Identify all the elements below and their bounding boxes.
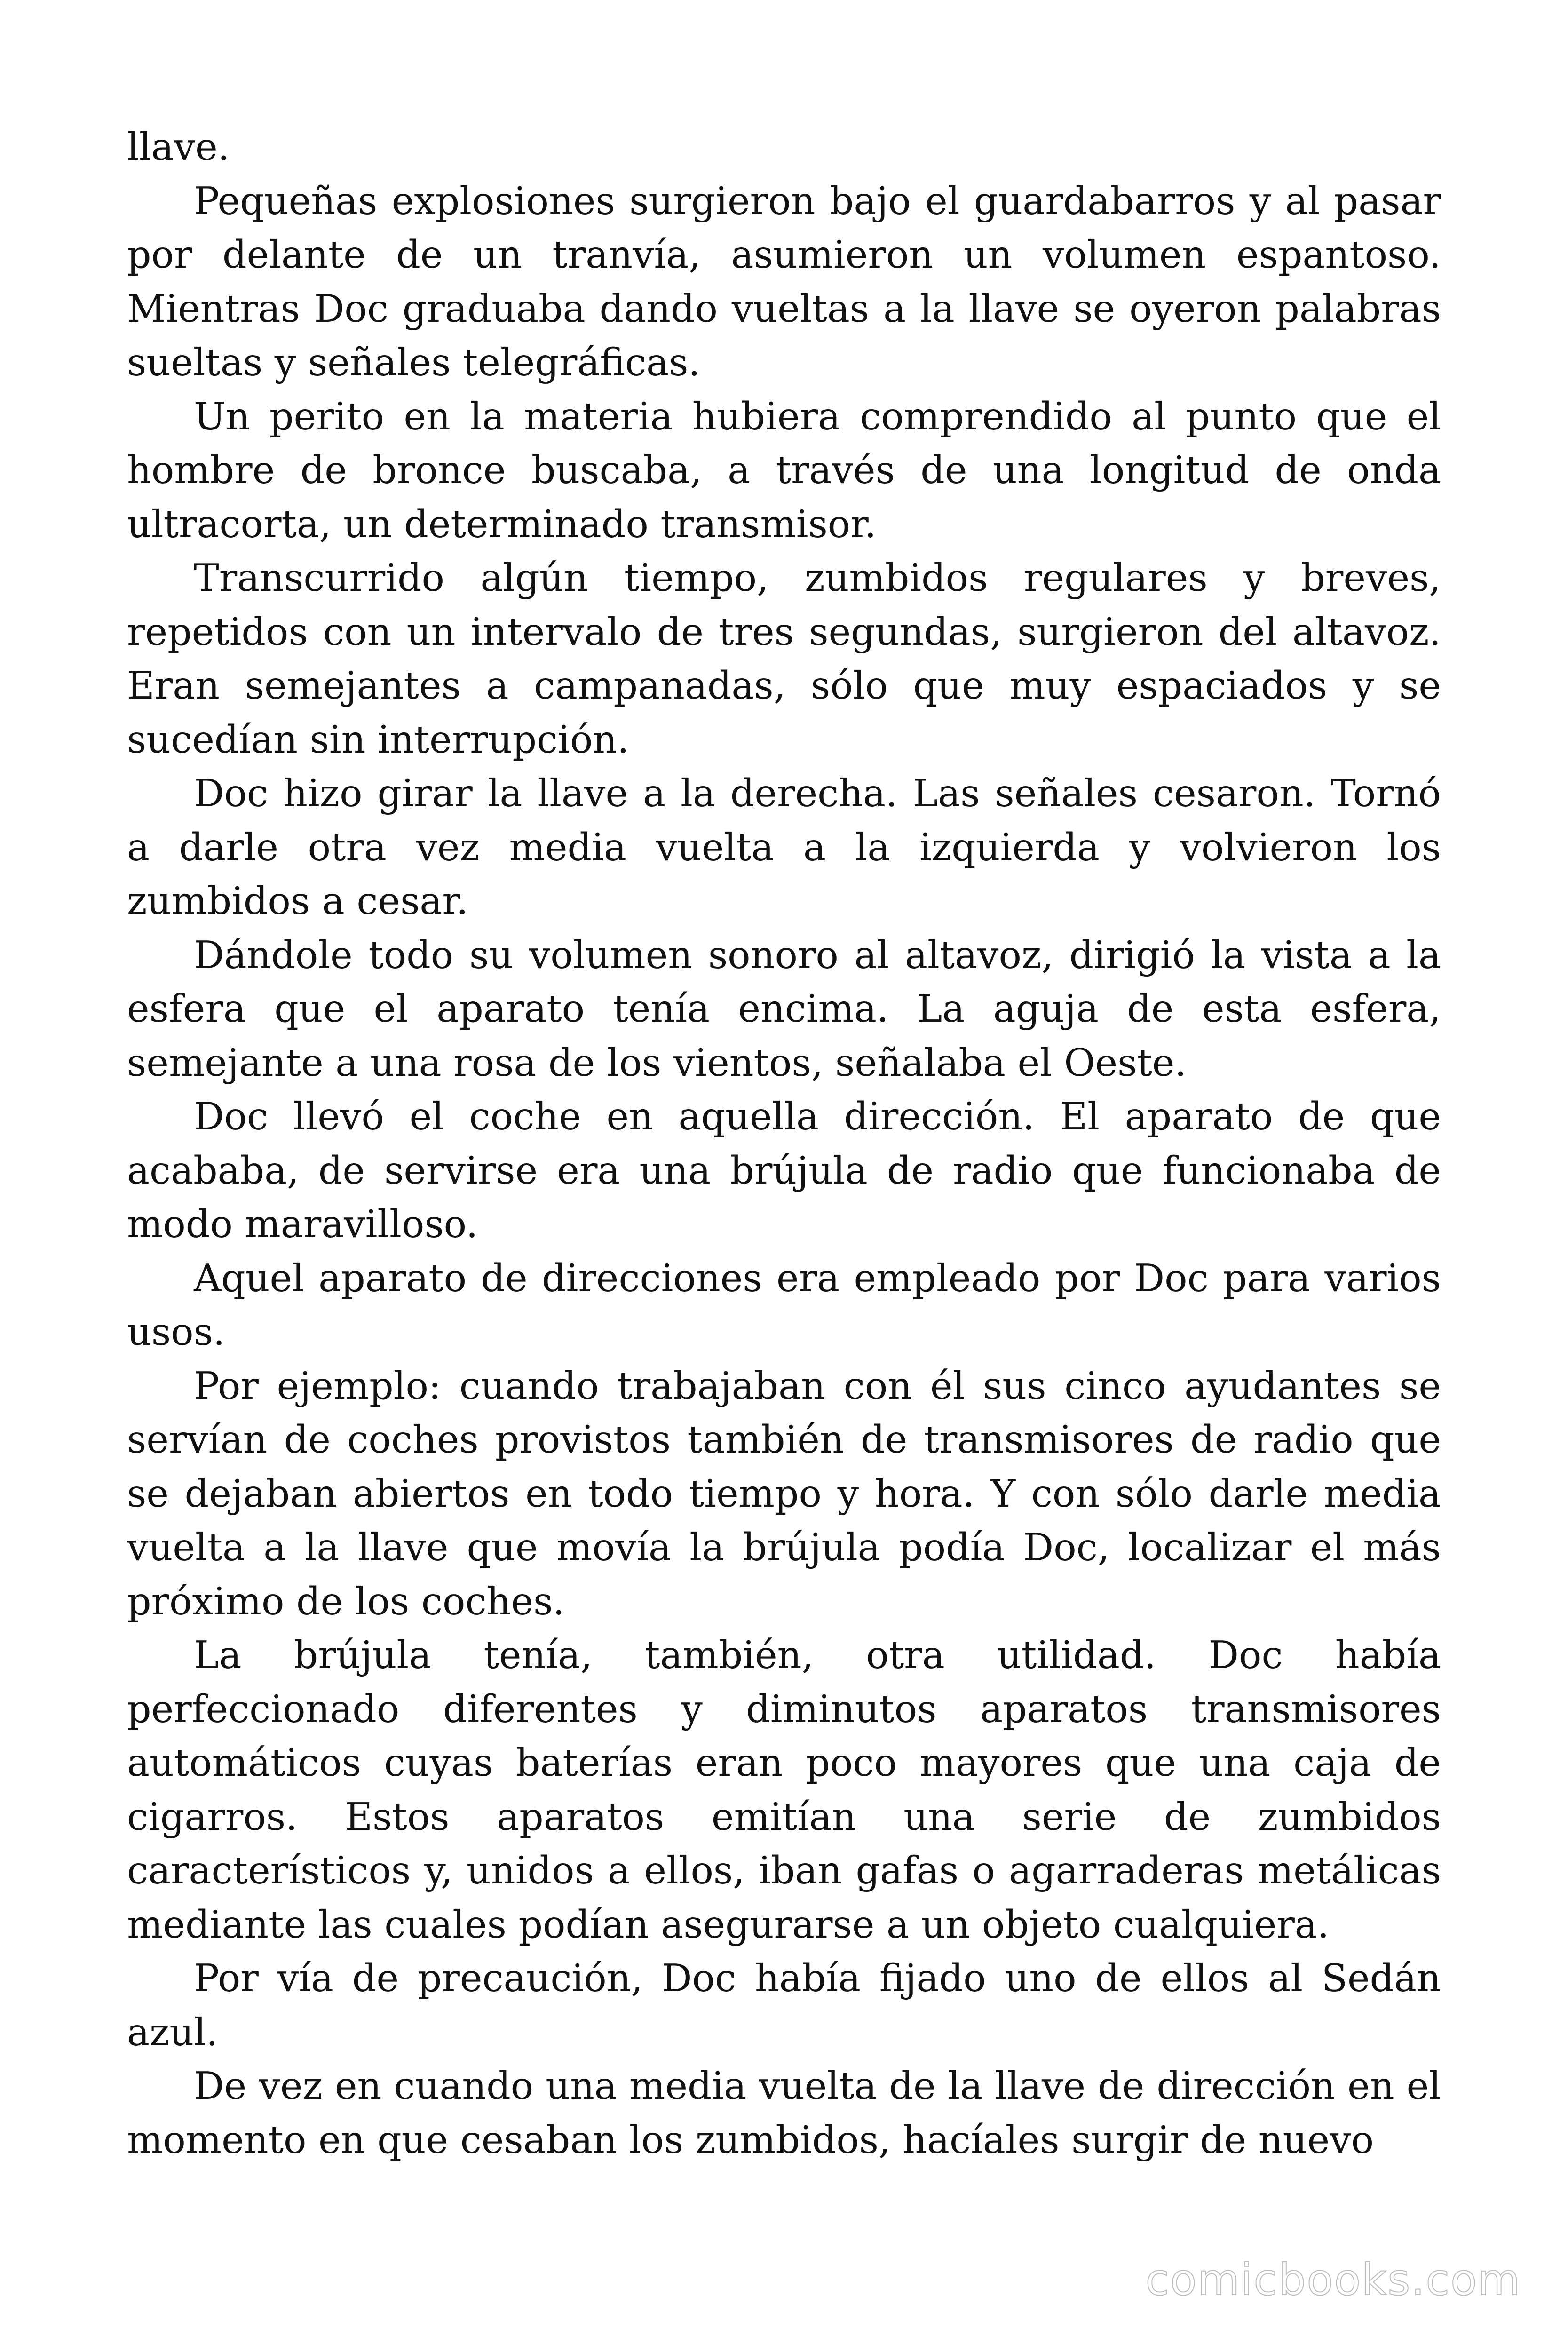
- paragraph-10: La brújula tenía, también, otra utilidad. Doc había perfeccionado diferentes y diminutos aparatos transmisores automáticos cuyas baterías eran poco mayores que una caja de cigarros. Estos aparatos emitían una serie de zumbidos característicos y, unidos a ellos, iban gafas o agarraderas metálicas mediante las cuales podían asegurarse a un objeto cualquiera.: [127, 1633, 1441, 1947]
- paragraph-7: Doc llevó el coche en aquella dirección. El aparato de que acababa, de servirse era una brújula de radio que funcionaba de modo maravilloso.: [127, 1094, 1441, 1246]
- paragraph-1: llave.: [127, 125, 230, 169]
- paragraph-9: Por ejemplo: cuando trabajaban con él sus cinco ayudantes se servían de coches provistos también de transmisores de radio que se dejaban abiertos en todo tiempo y hora. Y con sólo darle media vuelta a la llave que movía la brújula podía Doc, localizar el más próximo de los coches.: [127, 1363, 1441, 1623]
- paragraph-3: Un perito en la materia hubiera comprendido al punto que el hombre de bronce buscaba, a través de una longitud de onda ultracorta, un determinado transmisor.: [127, 394, 1441, 546]
- watermark: comicbooks.com: [1145, 2255, 1521, 2305]
- paragraph-11: Por vía de precaución, Doc había fijado uno de ellos al Sedán azul.: [127, 1956, 1441, 2054]
- paragraph-4: Transcurrido algún tiempo, zumbidos regulares y breves, repetidos con un intervalo de tres segundas, surgieron del altavoz. Eran semejantes a campanadas, sólo que muy espaciados y se sucedían sin interrupción.: [127, 556, 1441, 762]
- paragraph-12: De vez en cuando una media vuelta de la llave de dirección en el momento en que cesaban los zumbidos, hacíales surgir de nuevo: [127, 2064, 1441, 2162]
- paragraph-2: Pequeñas explosiones surgieron bajo el guardabarros y al pasar por delante de un tranvía, asumieron un volumen espantoso. Mientras Doc graduaba dando vueltas a la llave se oyeron palabras sueltas y señales telegráficas.: [127, 178, 1441, 384]
- paragraph-5: Doc hizo girar la llave a la derecha. Las señales cesaron. Tornó a darle otra vez media vuelta a la izquierda y volvieron los zumbidos a cesar.: [127, 771, 1441, 923]
- paragraph-6: Dándole todo su volumen sonoro al altavoz, dirigió la vista a la esfera que el aparato tenía encima. La aguja de esta esfera, semejante a una rosa de los vientos, señalaba el Oeste.: [127, 932, 1441, 1085]
- page-text: [127, 120, 1441, 2167]
- paragraph-8: Aquel aparato de direcciones era empleado por Doc para varios usos.: [127, 1255, 1441, 1354]
